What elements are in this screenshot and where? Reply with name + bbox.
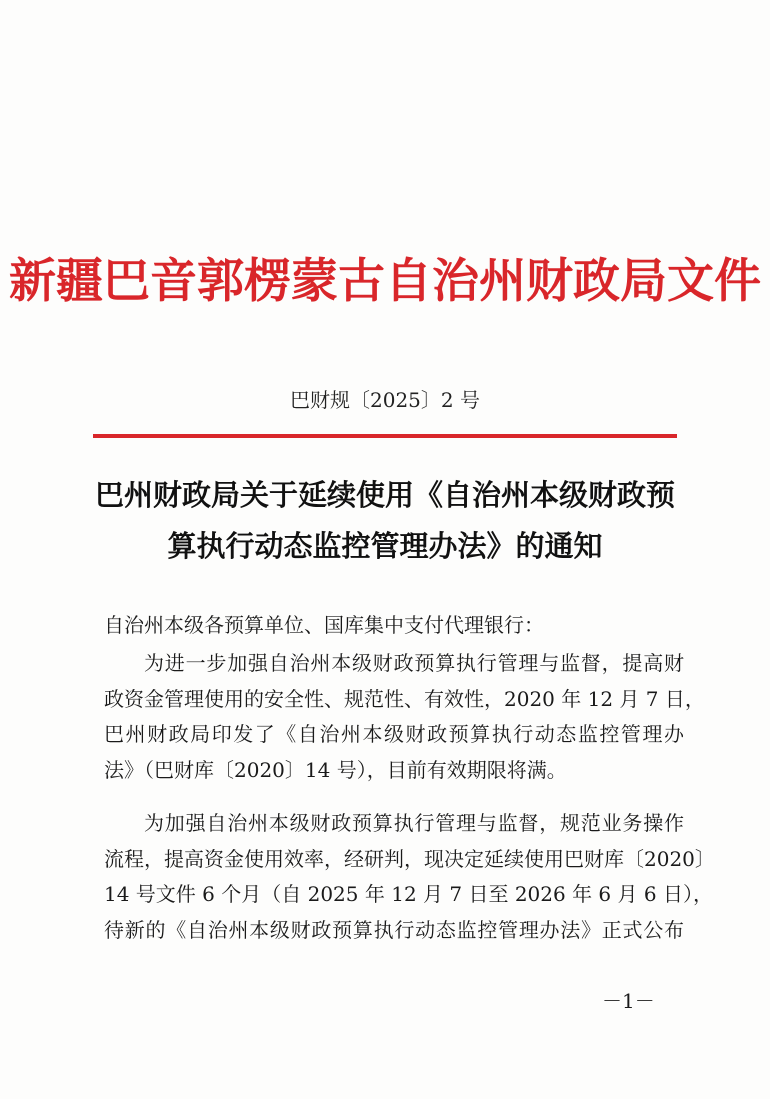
body-paragraph-2 [104, 806, 715, 948]
addressee: 自治州本级各预算单位、国库集中支付代理银行： [104, 613, 544, 637]
notice-title-line: 巴州财政局关于延续使用《自治州本级财政预 [94, 478, 675, 512]
issuing-authority-title: 新疆巴音郭楞蒙古自治州财政局文件 [9, 254, 761, 309]
document-number: 巴财规〔2025〕2 号 [290, 388, 480, 412]
page-number: －1－ [602, 989, 655, 1013]
paragraph-line: 法》（巴财库〔2020〕14 号），目前有效期限将满。 [104, 757, 567, 782]
paragraph-line: 政资金管理使用的安全性、规范性、有效性，2020 年 12 月 7 日， [104, 686, 705, 711]
paragraph-line: 待新的《自治州本级财政预算执行动态监控管理办法》正式公布 [104, 917, 684, 942]
red-divider-line [93, 434, 677, 438]
paragraph-line: 为加强自治州本级财政预算执行管理与监督，规范业务操作 [144, 811, 684, 835]
notice-title-line: 算执行动态监控管理办法》的通知 [167, 529, 603, 563]
paragraph-line: 巴州财政局印发了《自治州本级财政预算执行动态监控管理办 [104, 722, 684, 746]
body-paragraph-1 [104, 646, 705, 788]
paragraph-line: 流程，提高资金使用效率，经研判，现决定延续使用巴财库〔2020〕 [104, 846, 715, 871]
notice-title [80, 470, 690, 572]
paragraph-line: 为进一步加强自治州本级财政预算执行管理与监督，提高财 [144, 651, 684, 675]
paragraph-line: 14 号文件 6 个月（自 2025 年 12 月 7 日至 2026 年 6 月 6 日）， [104, 882, 713, 906]
